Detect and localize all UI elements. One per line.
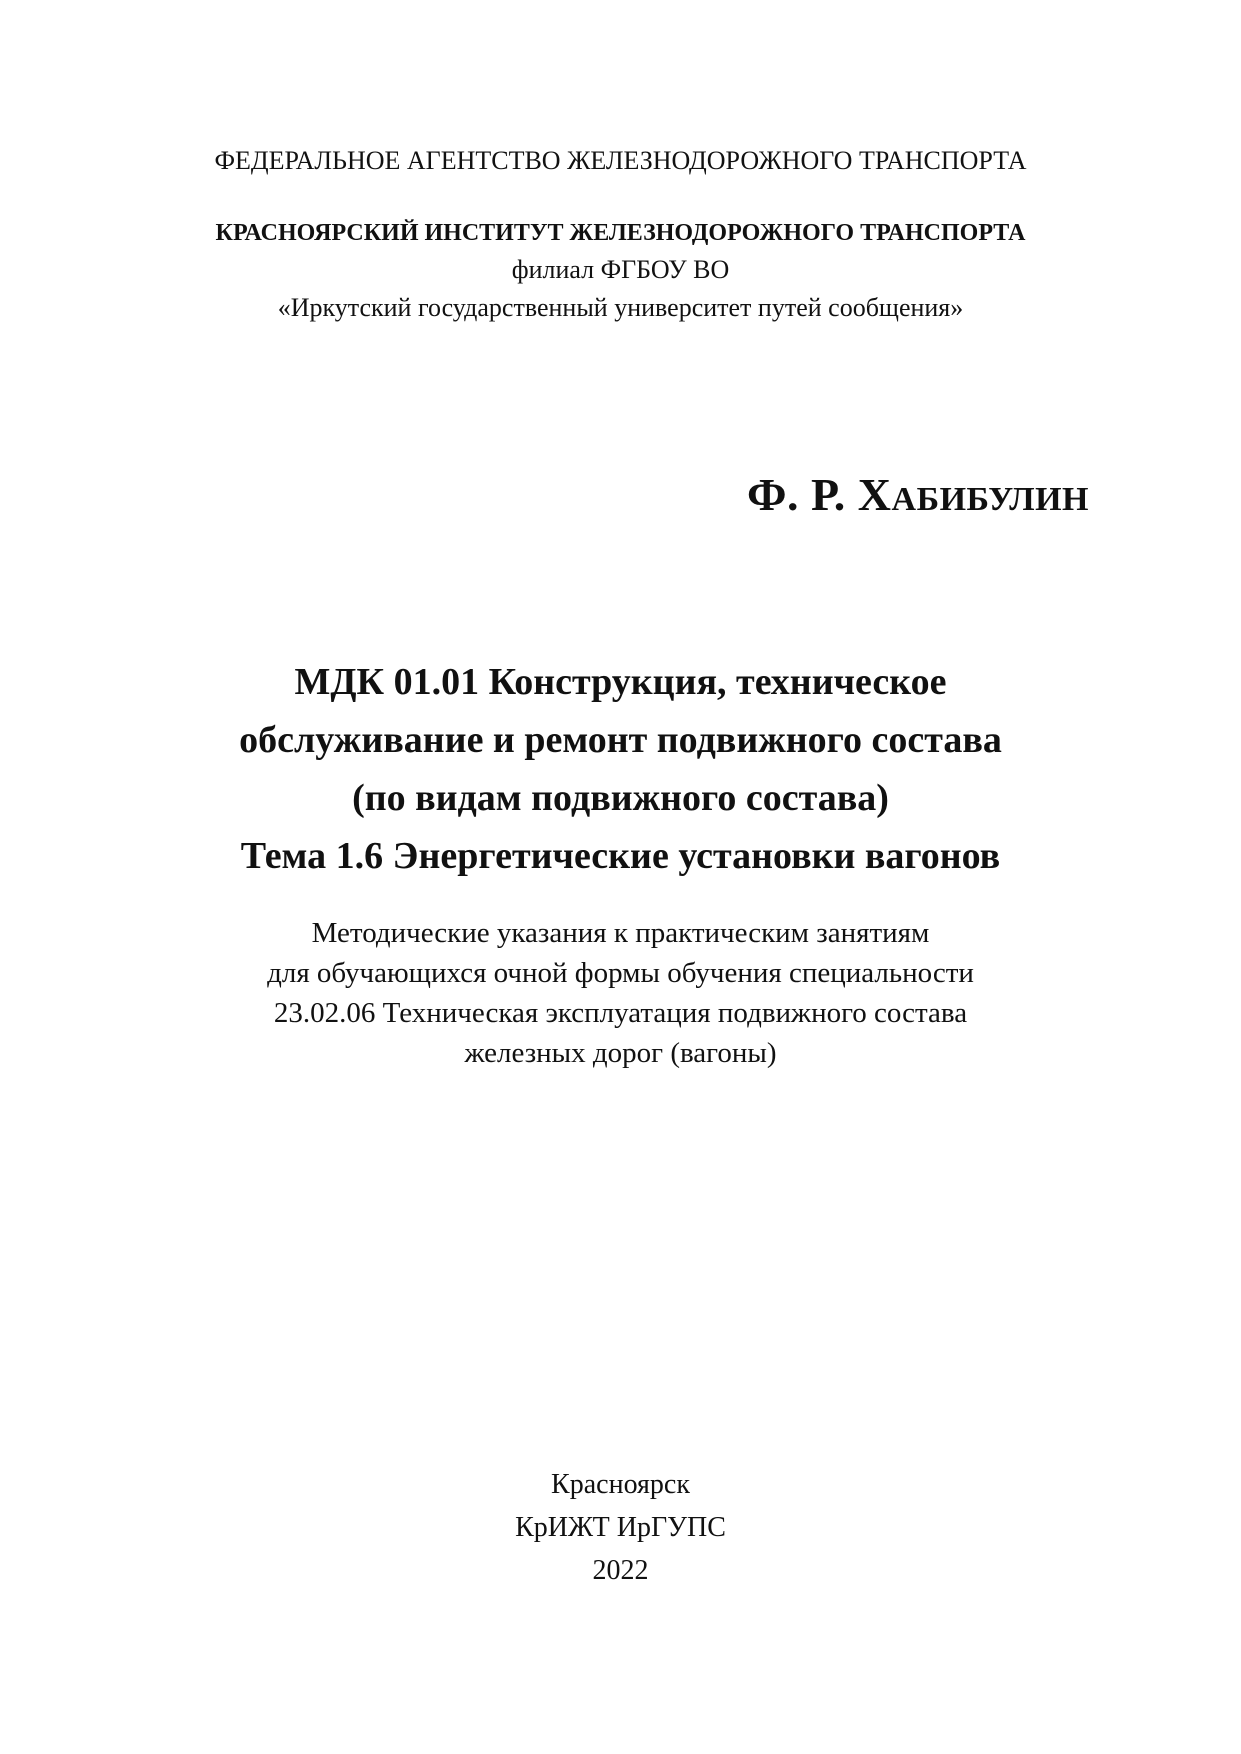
agency-name: ФЕДЕРАЛЬНОЕ АГЕНТСТВО ЖЕЛЕЗНОДОРОЖНОГО ТРАНСПОРТА: [214, 146, 1027, 175]
author-surname-smallcaps: АБИБУЛИН: [891, 481, 1089, 518]
description-line: железных дорог (вагоны): [464, 1037, 777, 1069]
branch-label: филиал ФГБОУ ВО: [511, 255, 730, 284]
title-line: Тема 1.6 Энергетические установки вагонов: [240, 835, 1001, 877]
document-description: [0, 913, 1241, 1073]
imprint-city: Красноярск: [551, 1469, 690, 1500]
imprint: [0, 1463, 1241, 1592]
description-line: для обучающихся очной формы обучения специальности: [267, 957, 974, 989]
title-line: МДК 01.01 Конструкция, техническое: [294, 661, 947, 703]
university-name: «Иркутский государственный университет путей сообщения»: [277, 293, 964, 322]
title-line: (по видам подвижного состава): [352, 777, 889, 819]
imprint-year: 2022: [592, 1555, 649, 1586]
title-line: обслуживание и ремонт подвижного состава: [239, 719, 1002, 761]
imprint-publisher: КрИЖТ ИрГУПС: [515, 1512, 726, 1543]
author-initials: Ф. Р. Х: [746, 469, 892, 520]
description-line: 23.02.06 Техническая эксплуатация подвижного состава: [273, 997, 968, 1029]
author-name: [747, 468, 1089, 521]
institute-name: КРАСНОЯРСКИЙ ИНСТИТУТ ЖЕЛЕЗНОДОРОЖНОГО ТРАНСПОРТА: [215, 220, 1026, 246]
document-title: [0, 653, 1241, 885]
description-line: Методические указания к практическим занятиям: [311, 917, 930, 949]
